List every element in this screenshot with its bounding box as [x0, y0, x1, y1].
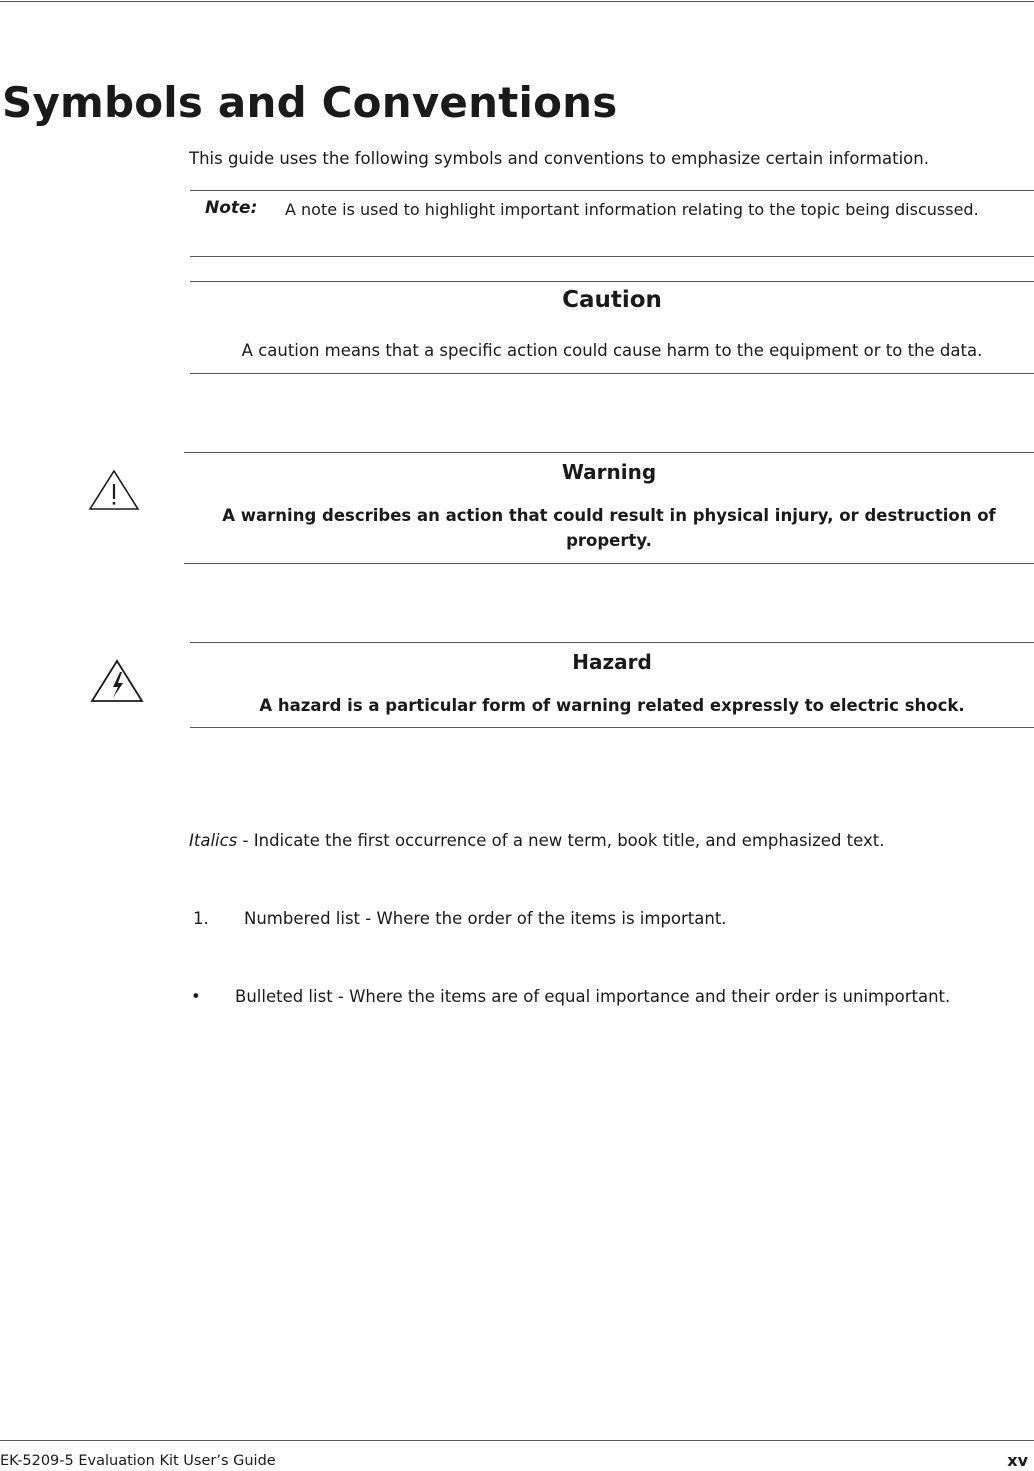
italics-convention — [189, 829, 885, 853]
note-bottom-rule — [190, 256, 1034, 257]
warning-title: Warning — [561, 460, 657, 484]
bulleted-list-marker: • — [191, 987, 201, 1006]
hazard-bottom-rule — [190, 727, 1034, 728]
caution-title: Caution — [562, 287, 662, 313]
italics-description: - Indicate the first occurrence of a new term, book title, and emphasized text. — [237, 831, 885, 850]
intro-text: This guide uses the following symbols and conventions to emphasize certain information. — [189, 149, 929, 168]
hazard-text: A hazard is a particular form of warning related expressly to electric shock. — [259, 696, 965, 715]
note-top-rule — [190, 190, 1034, 191]
caution-text: A caution means that a specific action could cause harm to the equipment or to the data. — [241, 341, 983, 360]
footer-document-title: EK-5209-5 Evaluation Kit User’s Guide — [0, 1453, 276, 1469]
warning-top-rule — [184, 452, 1034, 453]
italics-term: Italics — [189, 831, 238, 850]
numbered-list-marker: 1. — [193, 909, 209, 928]
warning-text: A warning describes an action that could result in physical injury, or destruction of property. — [222, 506, 996, 550]
bulleted-list-text: Bulleted list - Where the items are of equal importance and their order is unimportant. — [235, 987, 951, 1006]
caution-top-rule — [190, 281, 1034, 282]
footer-rule — [0, 1440, 1034, 1441]
note-label: Note: — [205, 198, 258, 218]
electric-shock-triangle-icon — [89, 658, 145, 704]
exclamation-triangle-icon — [88, 468, 140, 512]
hazard-title: Hazard — [572, 650, 652, 674]
note-text: A note is used to highlight important information relating to the topic being discussed. — [285, 200, 979, 219]
hazard-top-rule — [190, 642, 1034, 643]
numbered-list-text: Numbered list - Where the order of the items is important. — [244, 909, 727, 928]
caution-bottom-rule — [190, 373, 1034, 374]
page-title: Symbols and Conventions — [2, 78, 618, 127]
top-rule — [0, 1, 1034, 2]
warning-bottom-rule — [184, 563, 1034, 564]
footer-page-number: xv — [1007, 1451, 1028, 1470]
